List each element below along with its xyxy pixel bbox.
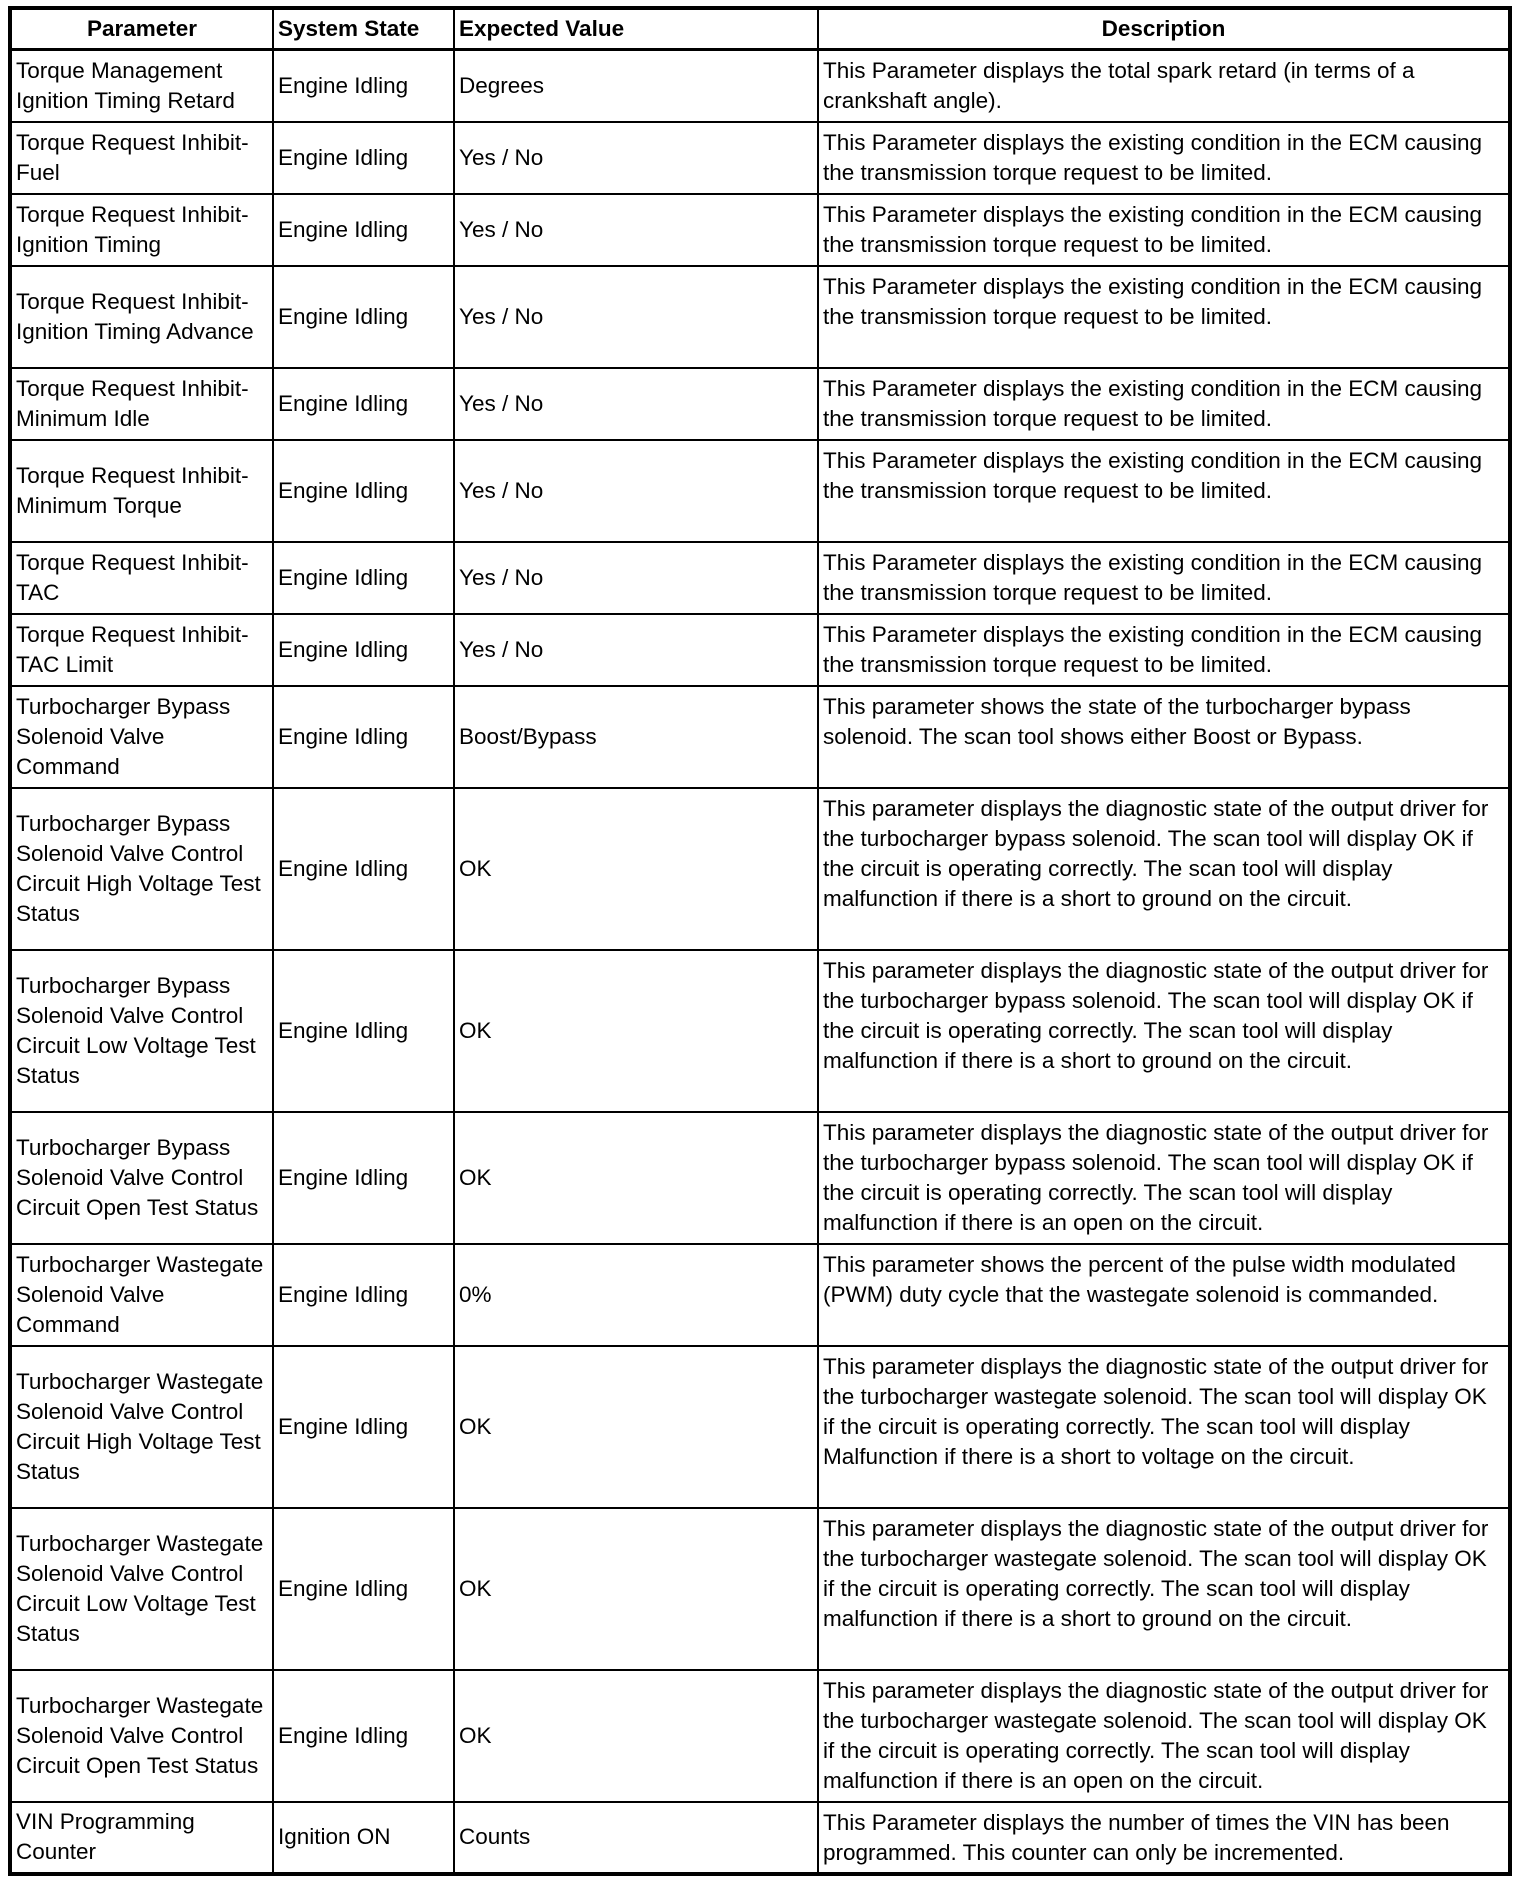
- table-row: [10, 1244, 1510, 1346]
- cell-system-state: Engine Idling: [273, 122, 454, 194]
- cell-description: This parameter displays the diagnostic state of the output driver for the turbocharger wastegate solenoid. The scan tool will display OK if the circuit is operating correctly. The scan tool will display malfunction if there is an open on the circuit.: [818, 1670, 1510, 1802]
- scan-tool-parameter-table: [8, 6, 1512, 1876]
- cell-parameter: Torque Management Ignition Timing Retard: [10, 50, 273, 122]
- cell-system-state: Engine Idling: [273, 1112, 454, 1244]
- table-row: [10, 440, 1510, 542]
- cell-expected-value: Yes / No: [454, 266, 818, 368]
- cell-parameter: Turbocharger Bypass Solenoid Valve Control Circuit Low Voltage Test Status: [10, 950, 273, 1112]
- header-expected-value: Expected Value: [454, 8, 818, 50]
- cell-expected-value: Yes / No: [454, 368, 818, 440]
- cell-expected-value: Yes / No: [454, 194, 818, 266]
- cell-system-state: Engine Idling: [273, 1346, 454, 1508]
- cell-description: This parameter displays the diagnostic state of the output driver for the turbocharger bypass solenoid. The scan tool will display OK if the circuit is operating correctly. The scan tool will display malfunction if there is a short to ground on the circuit.: [818, 788, 1510, 950]
- cell-system-state: Engine Idling: [273, 50, 454, 122]
- cell-description: This Parameter displays the total spark retard (in terms of a crankshaft angle).: [818, 50, 1510, 122]
- cell-description: This Parameter displays the existing condition in the ECM causing the transmission torque request to be limited.: [818, 368, 1510, 440]
- cell-system-state: Engine Idling: [273, 1244, 454, 1346]
- cell-parameter: Torque Request Inhibit-Ignition Timing: [10, 194, 273, 266]
- cell-system-state: Engine Idling: [273, 194, 454, 266]
- table-row: [10, 50, 1510, 122]
- table-row: [10, 1670, 1510, 1802]
- cell-expected-value: Yes / No: [454, 440, 818, 542]
- cell-parameter: Torque Request Inhibit-TAC: [10, 542, 273, 614]
- cell-parameter: Torque Request Inhibit-Minimum Idle: [10, 368, 273, 440]
- cell-description: This Parameter displays the number of times the VIN has been programmed. This counter can only be incremented.: [818, 1802, 1510, 1874]
- cell-expected-value: OK: [454, 1112, 818, 1244]
- cell-description: This Parameter displays the existing condition in the ECM causing the transmission torque request to be limited.: [818, 614, 1510, 686]
- table-row: [10, 266, 1510, 368]
- cell-description: This parameter displays the diagnostic state of the output driver for the turbocharger wastegate solenoid. The scan tool will display OK if the circuit is operating correctly. The scan tool will display Malfunction if there is a short to voltage on the circuit.: [818, 1346, 1510, 1508]
- cell-description: This Parameter displays the existing condition in the ECM causing the transmission torque request to be limited.: [818, 194, 1510, 266]
- table-row: [10, 368, 1510, 440]
- table-row: [10, 542, 1510, 614]
- table-row: [10, 1346, 1510, 1508]
- cell-parameter: Turbocharger Bypass Solenoid Valve Control Circuit Open Test Status: [10, 1112, 273, 1244]
- cell-parameter: Turbocharger Wastegate Solenoid Valve Control Circuit Low Voltage Test Status: [10, 1508, 273, 1670]
- cell-expected-value: Degrees: [454, 50, 818, 122]
- cell-expected-value: 0%: [454, 1244, 818, 1346]
- table-row: [10, 686, 1510, 788]
- cell-description: This parameter displays the diagnostic state of the output driver for the turbocharger bypass solenoid. The scan tool will display OK if the circuit is operating correctly. The scan tool will display malfunction if there is a short to ground on the circuit.: [818, 950, 1510, 1112]
- cell-description: This Parameter displays the existing condition in the ECM causing the transmission torque request to be limited.: [818, 122, 1510, 194]
- cell-expected-value: OK: [454, 950, 818, 1112]
- table-row: [10, 1508, 1510, 1670]
- cell-expected-value: Counts: [454, 1802, 818, 1874]
- cell-description: This parameter shows the state of the turbocharger bypass solenoid. The scan tool shows either Boost or Bypass.: [818, 686, 1510, 788]
- cell-parameter: Torque Request Inhibit-Minimum Torque: [10, 440, 273, 542]
- cell-expected-value: Yes / No: [454, 614, 818, 686]
- table-row: [10, 614, 1510, 686]
- cell-expected-value: OK: [454, 1346, 818, 1508]
- table-row: [10, 950, 1510, 1112]
- cell-parameter: Torque Request Inhibit-Ignition Timing Advance: [10, 266, 273, 368]
- cell-expected-value: Yes / No: [454, 122, 818, 194]
- cell-parameter: Turbocharger Wastegate Solenoid Valve Command: [10, 1244, 273, 1346]
- cell-system-state: Engine Idling: [273, 788, 454, 950]
- table-header-row: [10, 8, 1510, 50]
- cell-expected-value: OK: [454, 1508, 818, 1670]
- cell-parameter: Torque Request Inhibit-Fuel: [10, 122, 273, 194]
- table-row: [10, 194, 1510, 266]
- cell-description: This parameter shows the percent of the pulse width modulated (PWM) duty cycle that the wastegate solenoid is commanded.: [818, 1244, 1510, 1346]
- table-row: [10, 1112, 1510, 1244]
- cell-expected-value: OK: [454, 788, 818, 950]
- cell-expected-value: OK: [454, 1670, 818, 1802]
- cell-description: This Parameter displays the existing condition in the ECM causing the transmission torque request to be limited.: [818, 266, 1510, 368]
- cell-system-state: Ignition ON: [273, 1802, 454, 1874]
- cell-description: This parameter displays the diagnostic state of the output driver for the turbocharger wastegate solenoid. The scan tool will display OK if the circuit is operating correctly. The scan tool will display malfunction if there is a short to ground on the circuit.: [818, 1508, 1510, 1670]
- cell-parameter: Torque Request Inhibit-TAC Limit: [10, 614, 273, 686]
- header-description: Description: [818, 8, 1510, 50]
- header-system-state: System State: [273, 8, 454, 50]
- cell-parameter: VIN Programming Counter: [10, 1802, 273, 1874]
- cell-system-state: Engine Idling: [273, 266, 454, 368]
- cell-expected-value: Boost/Bypass: [454, 686, 818, 788]
- cell-system-state: Engine Idling: [273, 686, 454, 788]
- cell-expected-value: Yes / No: [454, 542, 818, 614]
- cell-parameter: Turbocharger Bypass Solenoid Valve Command: [10, 686, 273, 788]
- cell-system-state: Engine Idling: [273, 542, 454, 614]
- cell-system-state: Engine Idling: [273, 368, 454, 440]
- table-row: [10, 1802, 1510, 1874]
- table-row: [10, 122, 1510, 194]
- cell-system-state: Engine Idling: [273, 1670, 454, 1802]
- cell-parameter: Turbocharger Wastegate Solenoid Valve Control Circuit High Voltage Test Status: [10, 1346, 273, 1508]
- cell-system-state: Engine Idling: [273, 440, 454, 542]
- cell-description: This Parameter displays the existing condition in the ECM causing the transmission torque request to be limited.: [818, 542, 1510, 614]
- cell-system-state: Engine Idling: [273, 1508, 454, 1670]
- header-parameter: Parameter: [10, 8, 273, 50]
- cell-description: This Parameter displays the existing condition in the ECM causing the transmission torque request to be limited.: [818, 440, 1510, 542]
- cell-parameter: Turbocharger Wastegate Solenoid Valve Control Circuit Open Test Status: [10, 1670, 273, 1802]
- cell-description: This parameter displays the diagnostic state of the output driver for the turbocharger bypass solenoid. The scan tool will display OK if the circuit is operating correctly. The scan tool will display malfunction if there is an open on the circuit.: [818, 1112, 1510, 1244]
- cell-system-state: Engine Idling: [273, 614, 454, 686]
- table-row: [10, 788, 1510, 950]
- parameter-table-container: [8, 6, 1512, 1876]
- cell-parameter: Turbocharger Bypass Solenoid Valve Control Circuit High Voltage Test Status: [10, 788, 273, 950]
- cell-system-state: Engine Idling: [273, 950, 454, 1112]
